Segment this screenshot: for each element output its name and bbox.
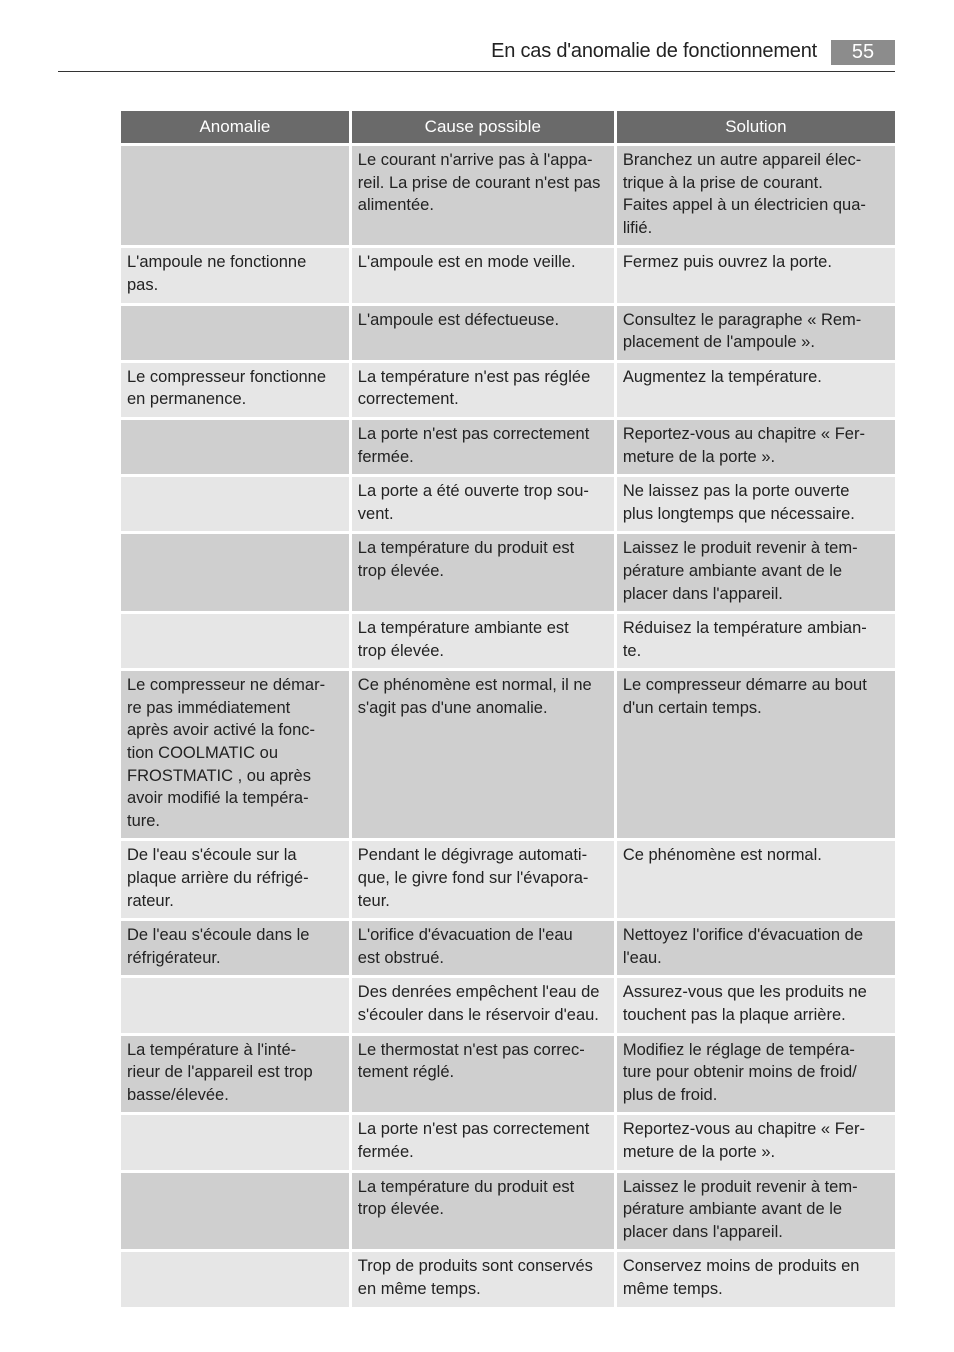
- table-row: [121, 1036, 895, 1116]
- cell-anomalie: [121, 614, 352, 671]
- cell-cause: L'ampoule est défectueuse.: [352, 306, 617, 363]
- cell-cause: La porte n'est pas correctement fermée.: [352, 420, 617, 477]
- cell-anomalie: [121, 978, 352, 1035]
- cell-solution: Le compresseur démarre au bout d'un certain temps.: [617, 671, 895, 841]
- table-row: [121, 363, 895, 420]
- page-number-badge: 55: [831, 40, 895, 65]
- cell-solution: Augmentez la température.: [617, 363, 895, 420]
- cell-anomalie: Le compresseur fonctionne en permanence.: [121, 363, 352, 420]
- cell-solution: Laissez le produit revenir à tem- pérature ambiante avant de le placer dans l'appareil.: [617, 1173, 895, 1253]
- table-row: [121, 146, 895, 248]
- column-header-cause: Cause possible: [352, 111, 617, 146]
- cell-cause: Le courant n'arrive pas à l'appa- reil. La prise de courant n'est pas alimentée.: [352, 146, 617, 248]
- cell-cause: Pendant le dégivrage automati- que, le givre fond sur l'évapora- teur.: [352, 841, 617, 921]
- cell-anomalie: [121, 1115, 352, 1172]
- table-row: [121, 978, 895, 1035]
- cell-anomalie: Le compresseur ne démar- re pas immédiatement après avoir activé la fonc- tion COOLMATIC ou FROSTMATIC , ou après avoir modifié la tempéra- ture.: [121, 671, 352, 841]
- table-row: [121, 534, 895, 614]
- cell-cause: La température du produit est trop élevée.: [352, 1173, 617, 1253]
- cell-solution: Nettoyez l'orifice d'évacuation de l'eau.: [617, 921, 895, 978]
- cell-anomalie: [121, 306, 352, 363]
- cell-cause: La température du produit est trop élevée.: [352, 534, 617, 614]
- cell-anomalie: [121, 534, 352, 614]
- table-row: [121, 477, 895, 534]
- cell-solution: Fermez puis ouvrez la porte.: [617, 248, 895, 305]
- cell-cause: La porte n'est pas correctement fermée.: [352, 1115, 617, 1172]
- cell-anomalie: [121, 477, 352, 534]
- cell-solution: Conservez moins de produits en même temps.: [617, 1252, 895, 1309]
- cell-solution: Laissez le produit revenir à tem- pérature ambiante avant de le placer dans l'appareil.: [617, 534, 895, 614]
- cell-anomalie: [121, 146, 352, 248]
- table-row: [121, 1252, 895, 1309]
- cell-solution: Reportez-vous au chapitre « Fer- meture de la porte ».: [617, 420, 895, 477]
- cell-anomalie: [121, 420, 352, 477]
- cell-cause: Des denrées empêchent l'eau de s'écouler dans le réservoir d'eau.: [352, 978, 617, 1035]
- cell-anomalie: [121, 1173, 352, 1253]
- column-header-solution: Solution: [617, 111, 895, 146]
- cell-cause: Le thermostat n'est pas correc- tement réglé.: [352, 1036, 617, 1116]
- cell-solution: Branchez un autre appareil élec- trique à la prise de courant. Faites appel à un électricien qua- lifié.: [617, 146, 895, 248]
- cell-anomalie: [121, 1252, 352, 1309]
- column-header-anomalie: Anomalie: [121, 111, 352, 146]
- table-row: [121, 921, 895, 978]
- page-header: [58, 38, 895, 72]
- cell-cause: La température ambiante est trop élevée.: [352, 614, 617, 671]
- cell-cause: L'orifice d'évacuation de l'eau est obstrué.: [352, 921, 617, 978]
- table-row: [121, 614, 895, 671]
- cell-cause: La température n'est pas réglée correctement.: [352, 363, 617, 420]
- table-row: [121, 1173, 895, 1253]
- table-row: [121, 671, 895, 841]
- cell-anomalie: De l'eau s'écoule dans le réfrigérateur.: [121, 921, 352, 978]
- section-title: En cas d'anomalie de fonctionnement: [491, 40, 817, 62]
- cell-solution: Ne laissez pas la porte ouverte plus longtemps que nécessaire.: [617, 477, 895, 534]
- cell-solution: Consultez le paragraphe « Rem- placement de l'ampoule ».: [617, 306, 895, 363]
- cell-solution: Assurez-vous que les produits ne touchent pas la plaque arrière.: [617, 978, 895, 1035]
- table-header-row: [121, 111, 895, 146]
- troubleshooting-table: [121, 111, 895, 1310]
- cell-anomalie: La température à l'inté- rieur de l'appareil est trop basse/élevée.: [121, 1036, 352, 1116]
- cell-solution: Reportez-vous au chapitre « Fer- meture de la porte ».: [617, 1115, 895, 1172]
- cell-cause: L'ampoule est en mode veille.: [352, 248, 617, 305]
- cell-cause: La porte a été ouverte trop sou- vent.: [352, 477, 617, 534]
- cell-cause: Ce phénomène est normal, il ne s'agit pas d'une anomalie.: [352, 671, 617, 841]
- cell-solution: Ce phénomène est normal.: [617, 841, 895, 921]
- table-row: [121, 841, 895, 921]
- cell-solution: Modifiez le réglage de tempéra- ture pour obtenir moins de froid/ plus de froid.: [617, 1036, 895, 1116]
- cell-cause: Trop de produits sont conservés en même temps.: [352, 1252, 617, 1309]
- cell-solution: Réduisez la température ambian- te.: [617, 614, 895, 671]
- table-row: [121, 1115, 895, 1172]
- cell-anomalie: De l'eau s'écoule sur la plaque arrière du réfrigé- rateur.: [121, 841, 352, 921]
- table-row: [121, 248, 895, 305]
- table-body: [121, 146, 895, 1310]
- table-row: [121, 306, 895, 363]
- table-header: [121, 111, 895, 146]
- cell-anomalie: L'ampoule ne fonctionne pas.: [121, 248, 352, 305]
- table-row: [121, 420, 895, 477]
